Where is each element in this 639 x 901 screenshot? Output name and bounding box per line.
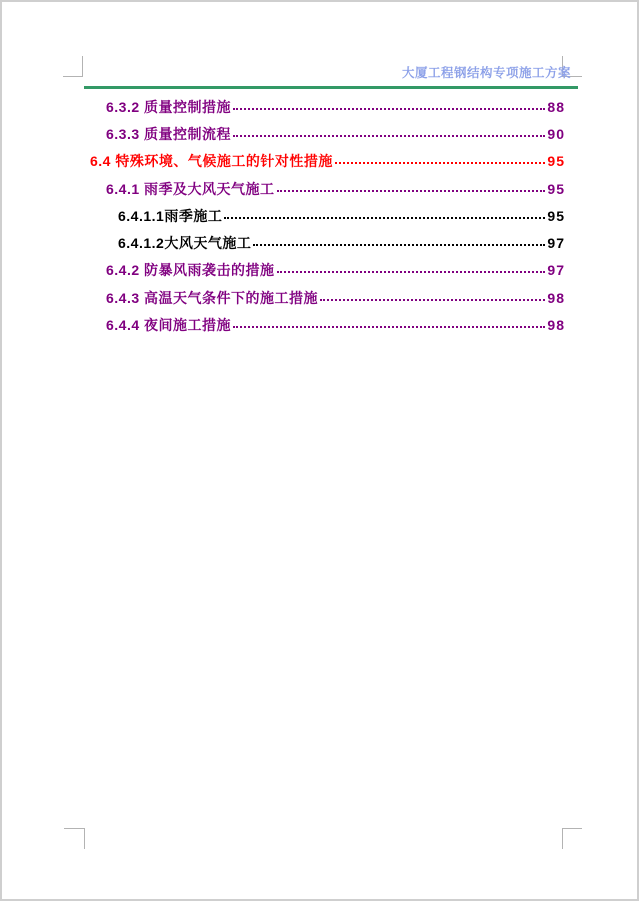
- toc-entry[interactable]: [84, 93, 565, 120]
- crop-mark-top-left: [63, 56, 83, 77]
- toc-page-number: 97: [547, 262, 565, 279]
- toc-dot-leader: [253, 244, 545, 246]
- toc-entry-label: 6.4.1.2大风天气施工: [118, 235, 252, 252]
- toc-dot-leader: [233, 135, 545, 137]
- toc-entry[interactable]: [84, 148, 565, 175]
- toc-entry-label: 6.4.4 夜间施工措施: [106, 317, 232, 334]
- toc-dot-leader: [335, 162, 546, 164]
- toc-page-number: 98: [547, 317, 565, 334]
- toc-page-number: 95: [547, 153, 565, 170]
- toc-entry[interactable]: [84, 175, 565, 202]
- toc-entry[interactable]: [84, 257, 565, 284]
- toc-entry[interactable]: [84, 229, 565, 256]
- toc-entry-label: 6.3.3 质量控制流程: [106, 125, 232, 142]
- toc-entry-label: 6.4 特殊环境、气候施工的针对性措施: [90, 153, 333, 170]
- toc-entry-label: 6.4.2 防暴风雨袭击的措施: [106, 262, 275, 279]
- toc-entry-label: 6.4.1 雨季及大风天气施工: [106, 180, 275, 197]
- toc-entry[interactable]: [84, 311, 565, 338]
- toc-entry[interactable]: [84, 202, 565, 229]
- toc-dot-leader: [277, 190, 546, 192]
- toc-page-number: 95: [547, 207, 565, 224]
- toc-dot-leader: [233, 326, 545, 328]
- toc-dot-leader: [224, 217, 545, 219]
- toc-dot-leader: [233, 108, 545, 110]
- toc-page-number: 98: [547, 289, 565, 306]
- toc-page-number: 90: [547, 125, 565, 142]
- toc-page-number: 97: [547, 235, 565, 252]
- toc-list: [84, 93, 565, 339]
- crop-mark-bottom-right: [562, 828, 582, 849]
- toc-page-number: 95: [547, 180, 565, 197]
- toc-dot-leader: [277, 271, 546, 273]
- header-title: 大厦工程钢结构专项施工方案: [401, 66, 571, 80]
- toc-entry[interactable]: [84, 120, 565, 147]
- toc-entry-label: 6.3.2 质量控制措施: [106, 98, 232, 115]
- toc-entry-label: 6.4.3 高温天气条件下的施工措施: [106, 289, 319, 306]
- toc-entry[interactable]: [84, 284, 565, 311]
- toc-dot-leader: [320, 299, 545, 301]
- header-rule: [84, 86, 578, 89]
- toc-entry-label: 6.4.1.1雨季施工: [118, 207, 223, 224]
- crop-mark-bottom-left: [64, 828, 85, 849]
- toc-page-number: 88: [547, 98, 565, 115]
